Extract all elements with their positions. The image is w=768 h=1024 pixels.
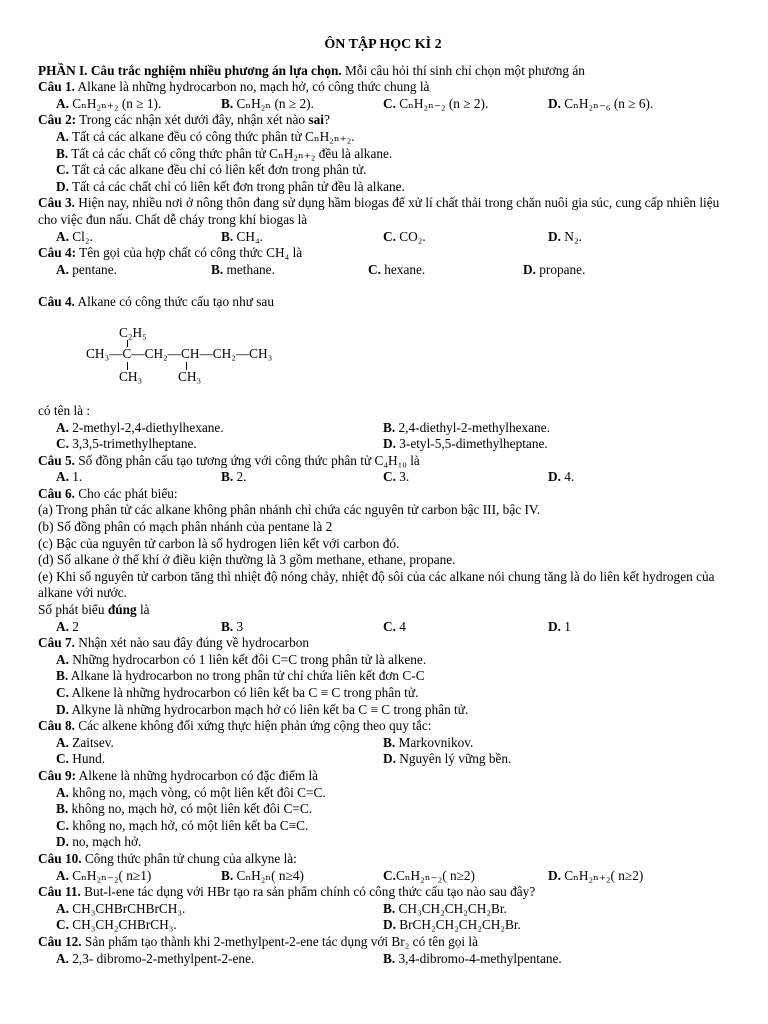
statement-b: (b) Số đồng phân có mạch phân nhánh của pentane là 2 — [38, 519, 333, 535]
option-b: B. không no, mạch hở, có một liên kết đôi C=C. — [56, 801, 313, 817]
question-6-count: Số phát biểu đúng là — [38, 602, 150, 618]
question-12-options-row1 — [38, 951, 728, 968]
option-d: D. CₙH₂ₙ₊₂( n≥2) — [548, 867, 644, 883]
option-c: C. 4 — [383, 618, 406, 634]
option-a: A. CH₃CHBrCHBrCH₃. — [56, 900, 186, 916]
question-11: Câu 11. But-l-ene tác dụng với HBr tạo ra sản phẩm chính có công thức cấu tạo nào sau đây? — [38, 884, 536, 900]
question-4b: Câu 4. Alkane có công thức cấu tạo như sau — [38, 294, 274, 310]
question-8-options-row2 — [38, 751, 728, 768]
option-b: B. 3 — [221, 618, 244, 634]
option-a: A. không no, mạch vòng, có một liên kết đôi C=C. — [56, 784, 326, 800]
option-d: D. 1 — [548, 618, 571, 634]
name-prompt: có tên là : — [38, 402, 91, 418]
option-a: A. Tất cả các alkane đều có công thức phân tử CₙH₂ₙ₊₂. — [56, 128, 355, 144]
option-d: D. Nguyên lý vững bền. — [383, 751, 512, 767]
question-5-options — [38, 469, 728, 486]
option-d: D. 4. — [548, 469, 575, 485]
option-c: C. Alkene là những hydrocarbon có liên kết ba C ≡ C trong phân tử. — [56, 685, 419, 700]
question-11-options-row2 — [38, 917, 728, 934]
formula-main-chain: CH₃—C—CH₂—CH—CH₂—CH₃ — [86, 345, 273, 361]
formula-top-group: C₂H₅ — [119, 324, 147, 340]
option-d: D. Tất cả các chất chỉ có liên kết đơn trong phân tử đều là alkane. — [56, 178, 405, 194]
option-a: A. 2,3- dibromo-2-methylpent-2-ene. — [56, 950, 255, 966]
option-c: C.CₙH₂ₙ₋₂( n≥2) — [383, 867, 475, 883]
option-c: C. Tất cả các alkane đều chỉ có liên kết đơn trong phân tử. — [56, 162, 367, 178]
page-title: ÔN TẬP HỌC KÌ 2 — [324, 37, 442, 52]
question-9: Câu 9: Alkene là những hydrocarbon có đặc điểm là — [38, 767, 319, 783]
question-6: Câu 6. Cho các phát biểu: — [38, 485, 178, 501]
option-b: B. CₙH₂ₙ (n ≥ 2). — [221, 95, 314, 111]
question-4b-options-row1 — [38, 420, 728, 437]
option-c: C. 3,3,5-trimethylheptane. — [56, 436, 197, 452]
question-5: Câu 5. Số đồng phân cấu tạo tương ứng với công thức phân tử C₄H₁₀ là — [38, 452, 420, 468]
question-7: Câu 7. Nhận xét nào sau đây đúng về hydrocarbon — [38, 635, 310, 651]
option-b: B. CH₃CH₂CH₂CH₂Br. — [383, 900, 507, 916]
part-heading: PHẦN I. Câu trắc nghiệm nhiều phương án lựa chọn. Mỗi câu hỏi thí sinh chỉ chọn một phương án — [38, 62, 585, 78]
statement-e: (e) Khi số nguyên tử carbon tăng thì nhiệt độ nóng chảy, nhiệt độ sôi của các alkane nói chung tăng là do liên kết hydrogen của alkane với nước. — [38, 568, 715, 601]
question-4a: Câu 4: Tên gọi của hợp chất có công thức CH₄ là — [38, 245, 303, 261]
option-a: A. 2-methyl-2,4-diethylhexane. — [56, 419, 224, 435]
option-a: A. 1. — [56, 469, 83, 485]
option-b: B. 2. — [221, 469, 247, 485]
option-c: C. CO₂. — [383, 228, 426, 244]
structural-formula — [38, 325, 728, 397]
option-b: B. Markovnikov. — [383, 734, 474, 750]
option-d: D. Alkyne là những hydrocarbon mạch hở có liên kết ba C ≡ C trong phân tử. — [56, 701, 469, 717]
question-4b-options-row2 — [38, 436, 728, 453]
question-8-options-row1 — [38, 735, 728, 752]
question-12: Câu 12. Sản phẩm tạo thành khi 2-methylpent-2-ene tác dụng với Br₂ có tên gọi là — [38, 933, 479, 949]
option-a: A. pentane. — [56, 261, 117, 277]
option-a: A. CₙH₂ₙ₋₂( n≥1) — [56, 867, 152, 883]
option-d: D. no, mạch hở. — [56, 834, 142, 850]
option-c: C. hexane. — [368, 261, 426, 277]
option-d: D. 3-etyl-5,5-dimethylheptane. — [383, 436, 548, 452]
option-a: A. Những hydrocarbon có 1 liên kết đôi C=C trong phân tử là alkene. — [56, 651, 427, 667]
question-4a-options — [38, 262, 728, 279]
option-a: A. 2 — [56, 618, 79, 634]
option-c: C. CH₃CH₂CHBrCH₃. — [56, 917, 177, 933]
formula-bottom-right-group: CH₃ — [178, 368, 202, 384]
question-10-options — [38, 868, 728, 885]
question-2: Câu 2: Trong các nhận xét dưới đây, nhận xét nào sai? — [38, 112, 330, 128]
question-6-options — [38, 619, 728, 636]
statement-c: (c) Bậc của nguyên tử carbon là số hydrogen liên kết với carbon đó. — [38, 535, 400, 551]
statement-a: (a) Trong phân tử các alkane không phân nhánh chỉ chứa các nguyên tử carbon bậc III, bậc IV. — [38, 502, 541, 518]
option-d: D. N₂. — [548, 228, 582, 244]
option-c: C. 3. — [383, 469, 410, 485]
question-11-options-row1 — [38, 901, 728, 918]
option-b: B. Alkane là hydrocarbon no trong phân tử chỉ chứa liên kết đơn C-C — [56, 668, 425, 684]
statement-d: (d) Số alkane ở thể khí ở điều kiện thường là 3 gồm methane, ethane, propane. — [38, 552, 456, 568]
question-3-options — [38, 229, 728, 246]
option-c: C. CₙH₂ₙ₋₂ (n ≥ 2). — [383, 95, 489, 111]
option-b: B. CₙH₂ₙ( n≥4) — [221, 867, 304, 883]
question-3: Câu 3. Hiện nay, nhiều nơi ở nông thôn đang sử dụng hầm biogas để xử lí chất thải trong chăn nuôi gia súc, cung cấp nhiên liệu cho việc đun nấu. Chất dễ cháy trong khí biogas là — [38, 195, 720, 227]
question-1-options — [38, 96, 728, 113]
question-8: Câu 8. Các alkene không đối xứng thực hiện phản ứng cộng theo quy tắc: — [38, 718, 432, 734]
option-b: B. methane. — [211, 261, 275, 277]
option-d: D. BrCH₂CH₂CH₂CH₂Br. — [383, 917, 521, 933]
question-10: Câu 10. Công thức phân tử chung của alkyne là: — [38, 850, 297, 866]
option-b: B. 3,4-dibromo-4-methylpentane. — [383, 950, 562, 966]
option-d: D. CₙH₂ₙ₋₆ (n ≥ 6). — [548, 95, 654, 111]
option-a: A. Zaitsev. — [56, 734, 114, 750]
option-b: B. CH₄. — [221, 228, 263, 244]
option-c: C. không no, mạch hở, có một liên kết ba C≡C. — [56, 817, 309, 833]
option-b: B. Tất cả các chất có công thức phân tử CₙH₂ₙ₊₂ đều là alkane. — [56, 145, 393, 161]
question-1: Câu 1. Alkane là những hydrocarbon no, mạch hở, có công thức chung là — [38, 79, 430, 95]
formula-bottom-left-group: CH₃ — [119, 368, 143, 384]
option-a: A. Cl₂. — [56, 228, 93, 244]
option-c: C. Hund. — [56, 751, 106, 767]
option-d: D. propane. — [523, 261, 586, 277]
option-a: A. CₙH₂ₙ₊₂ (n ≥ 1). — [56, 95, 162, 111]
option-b: B. 2,4-diethyl-2-methylhexane. — [383, 419, 550, 435]
